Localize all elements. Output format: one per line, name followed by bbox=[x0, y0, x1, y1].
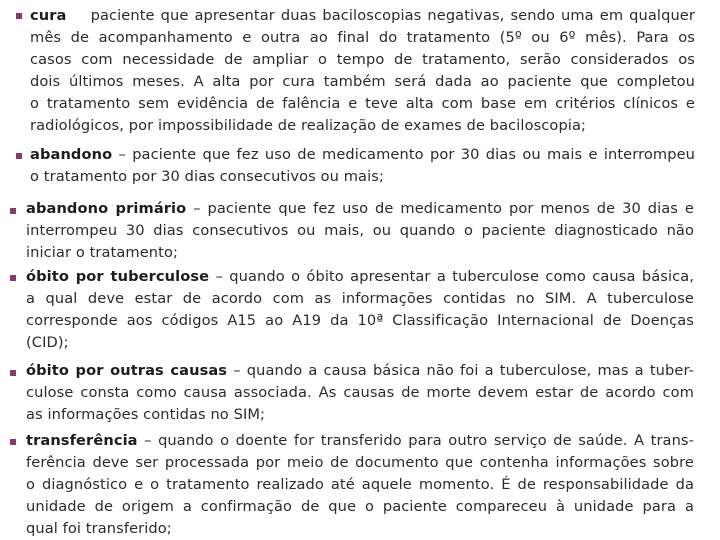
text-line: dois últimos meses. A alta por cura também será dada ao paciente que completou bbox=[30, 73, 695, 90]
term-label: transferência bbox=[26, 432, 138, 449]
bullet-marker bbox=[10, 439, 16, 445]
term-label: abandono primário bbox=[26, 200, 187, 217]
text-line: – quando o óbito apresentar a tuberculose como causa básica, bbox=[209, 268, 695, 285]
text-line: culose consta como causa associada. As causas de morte devem estar de acordo com bbox=[26, 384, 694, 401]
term-label: abandono bbox=[30, 146, 113, 163]
bullet-marker bbox=[10, 370, 16, 376]
text-line: o tratamento sem evidência de falência e teve alta com base em critérios clínicos e bbox=[30, 95, 695, 112]
text-line: iniciar o tratamento; bbox=[26, 244, 179, 261]
text-line: radiológicos, por impossibilidade de realização de exames de baciloscopia; bbox=[30, 117, 587, 134]
text-line: corresponde aos códigos A15 ao A19 da 10ª Classificação Internacional de Doenças bbox=[26, 312, 694, 329]
text-line: mês de acompanhamento e outra ao final do tratamento (5º ou 6º mês). Para os bbox=[30, 29, 695, 46]
text-line: – paciente que fez uso de medicamento por menos de 30 dias e bbox=[186, 200, 694, 217]
text-line: – quando o doente for transferido para outro serviço de saúde. A trans- bbox=[137, 432, 694, 449]
text-line: o tratamento por 30 dias consecutivos ou mais; bbox=[30, 168, 384, 185]
text-line: – quando a causa básica não foi a tuberculose, mas a tuber- bbox=[227, 362, 694, 379]
term-label: cura bbox=[30, 7, 67, 24]
text-line: ferência deve ser processada por meio de documento que contenha informações sobre bbox=[26, 454, 694, 471]
text-line: – paciente que fez uso de medicamento por 30 dias ou mais e interrompeu bbox=[112, 146, 695, 163]
bullet-marker bbox=[16, 13, 22, 19]
bullet-marker bbox=[10, 275, 16, 281]
text-line: a qual deve estar de acordo com as informações contidas no SIM. A tuberculose bbox=[26, 290, 694, 307]
term-label: óbito por tuberculose bbox=[26, 268, 210, 285]
text-line: (CID); bbox=[26, 334, 69, 351]
text-line: casos com necessidade de ampliar o tempo de tratamento, serão considerados os bbox=[30, 51, 695, 68]
text-line: paciente que apresentar duas baciloscopias negativas, sendo uma em qualquer bbox=[90, 7, 695, 24]
text-line: as informações contidas no SIM; bbox=[26, 406, 266, 423]
term-label: óbito por outras causas bbox=[26, 362, 228, 379]
text-line: interrompeu 30 dias consecutivos ou mais, ou quando o paciente diagnosticado não bbox=[26, 222, 694, 239]
text-line: unidade de origem a confirmação de que o paciente compareceu à unidade para a bbox=[26, 498, 694, 515]
text-line: o diagnóstico e o tratamento realizado até aquele momento. É de responsabilidade da bbox=[26, 476, 694, 493]
bullet-marker bbox=[10, 208, 16, 214]
text-line: qual foi transferido; bbox=[26, 520, 172, 537]
bullet-marker bbox=[16, 153, 22, 159]
